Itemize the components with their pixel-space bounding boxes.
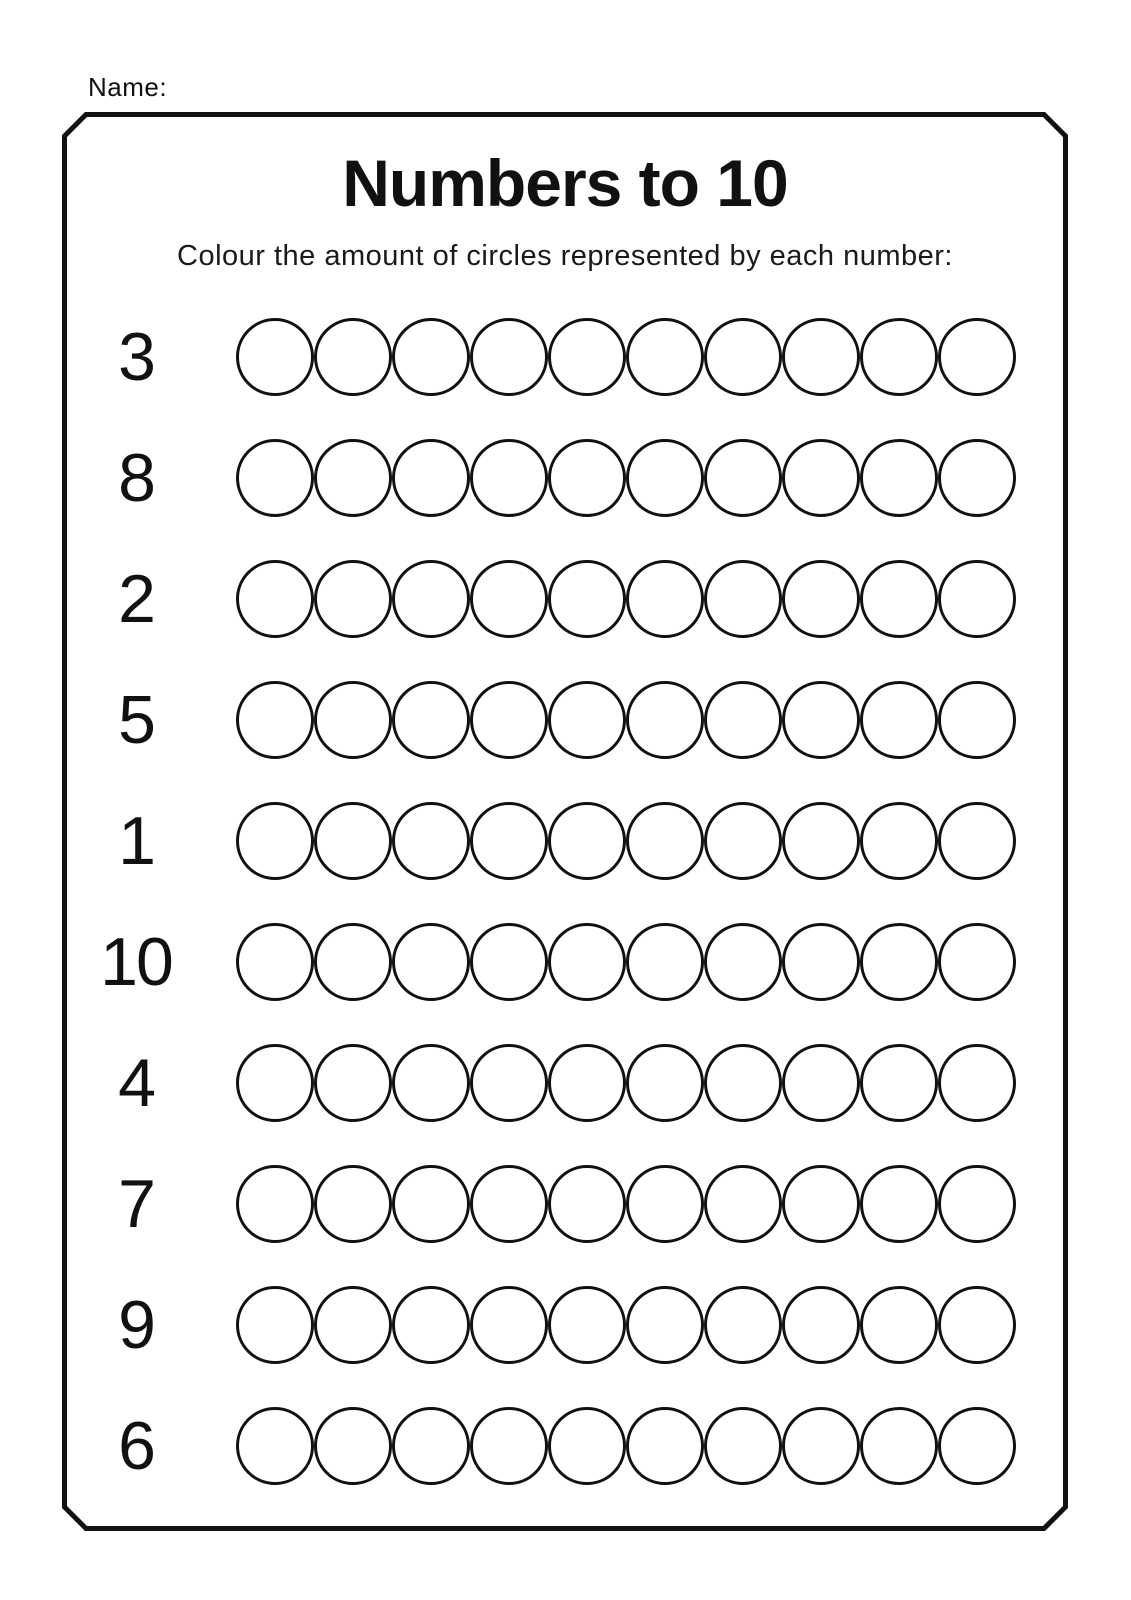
- circle[interactable]: [626, 560, 704, 638]
- circle[interactable]: [470, 560, 548, 638]
- row-number-label: 6: [118, 1407, 154, 1484]
- circle[interactable]: [704, 318, 782, 396]
- circle[interactable]: [626, 439, 704, 517]
- circle[interactable]: [470, 439, 548, 517]
- circle[interactable]: [392, 802, 470, 880]
- circle[interactable]: [704, 1044, 782, 1122]
- circle-strip: [236, 802, 1016, 880]
- row-number-label: 7: [118, 1165, 154, 1242]
- circle[interactable]: [392, 1044, 470, 1122]
- circle[interactable]: [470, 923, 548, 1001]
- circle[interactable]: [314, 560, 392, 638]
- row-number-label: 3: [118, 318, 154, 395]
- circle[interactable]: [704, 439, 782, 517]
- circle-strip: [236, 560, 1016, 638]
- circle[interactable]: [626, 923, 704, 1001]
- row-number-label: 4: [118, 1044, 154, 1121]
- circle[interactable]: [626, 1286, 704, 1364]
- circle[interactable]: [314, 1044, 392, 1122]
- circle[interactable]: [704, 802, 782, 880]
- circle-strip: [236, 1286, 1016, 1364]
- circle-strip: [236, 1407, 1016, 1485]
- circle[interactable]: [860, 1165, 938, 1243]
- row-number-label: 2: [118, 560, 154, 637]
- name-label: Name:: [88, 72, 168, 102]
- circle[interactable]: [938, 1286, 1016, 1364]
- circle[interactable]: [782, 1407, 860, 1485]
- rows-container: [62, 296, 1068, 1506]
- worksheet-frame: [62, 112, 1068, 1531]
- circle[interactable]: [626, 1044, 704, 1122]
- circle[interactable]: [314, 681, 392, 759]
- circle[interactable]: [236, 1044, 314, 1122]
- circle[interactable]: [314, 1407, 392, 1485]
- worksheet-row: [62, 538, 1068, 659]
- circle[interactable]: [938, 318, 1016, 396]
- circle[interactable]: [392, 681, 470, 759]
- circle-strip: [236, 1044, 1016, 1122]
- circle[interactable]: [236, 802, 314, 880]
- row-number-label: 9: [118, 1286, 154, 1363]
- circle[interactable]: [548, 1165, 626, 1243]
- circle-strip: [236, 681, 1016, 759]
- worksheet-row: [62, 659, 1068, 780]
- circle[interactable]: [860, 560, 938, 638]
- row-number-label: 5: [118, 681, 154, 758]
- circle[interactable]: [938, 802, 1016, 880]
- circle[interactable]: [548, 681, 626, 759]
- circle-strip: [236, 1165, 1016, 1243]
- circle[interactable]: [470, 681, 548, 759]
- circle[interactable]: [938, 1044, 1016, 1122]
- circle[interactable]: [548, 439, 626, 517]
- circle[interactable]: [782, 1286, 860, 1364]
- circle[interactable]: [314, 1165, 392, 1243]
- circle[interactable]: [470, 318, 548, 396]
- circle[interactable]: [938, 923, 1016, 1001]
- circle[interactable]: [704, 1286, 782, 1364]
- circle[interactable]: [236, 318, 314, 396]
- circle-strip: [236, 318, 1016, 396]
- circle[interactable]: [392, 1407, 470, 1485]
- circle-strip: [236, 439, 1016, 517]
- worksheet-row: [62, 1022, 1068, 1143]
- circle[interactable]: [470, 1407, 548, 1485]
- circle[interactable]: [236, 560, 314, 638]
- circle[interactable]: [938, 1407, 1016, 1485]
- circle[interactable]: [236, 439, 314, 517]
- circle[interactable]: [782, 439, 860, 517]
- worksheet-row: [62, 901, 1068, 1022]
- worksheet-row: [62, 1264, 1068, 1385]
- circle[interactable]: [704, 1407, 782, 1485]
- circle[interactable]: [236, 1165, 314, 1243]
- circle[interactable]: [392, 439, 470, 517]
- circle[interactable]: [860, 318, 938, 396]
- circle[interactable]: [314, 802, 392, 880]
- circle[interactable]: [704, 923, 782, 1001]
- circle[interactable]: [470, 802, 548, 880]
- circle[interactable]: [236, 1407, 314, 1485]
- circle[interactable]: [548, 1286, 626, 1364]
- circle[interactable]: [782, 318, 860, 396]
- circle[interactable]: [548, 802, 626, 880]
- circle-strip: [236, 923, 1016, 1001]
- circle[interactable]: [782, 681, 860, 759]
- circle[interactable]: [860, 802, 938, 880]
- circle[interactable]: [392, 923, 470, 1001]
- circle[interactable]: [860, 1407, 938, 1485]
- worksheet-row: [62, 296, 1068, 417]
- circle[interactable]: [938, 439, 1016, 517]
- circle[interactable]: [626, 1165, 704, 1243]
- circle[interactable]: [782, 560, 860, 638]
- circle[interactable]: [860, 1286, 938, 1364]
- worksheet-row: [62, 1143, 1068, 1264]
- page-title: Numbers to 10: [342, 146, 788, 220]
- circle[interactable]: [938, 681, 1016, 759]
- circle[interactable]: [392, 560, 470, 638]
- circle[interactable]: [860, 439, 938, 517]
- circle[interactable]: [938, 1165, 1016, 1243]
- circle[interactable]: [314, 439, 392, 517]
- instruction-text: Colour the amount of circles represented by each number:: [177, 240, 953, 272]
- circle[interactable]: [314, 318, 392, 396]
- circle[interactable]: [704, 560, 782, 638]
- worksheet-row: [62, 1385, 1068, 1506]
- circle[interactable]: [782, 923, 860, 1001]
- circle[interactable]: [548, 318, 626, 396]
- circle[interactable]: [392, 1286, 470, 1364]
- circle[interactable]: [626, 1407, 704, 1485]
- circle[interactable]: [782, 802, 860, 880]
- circle[interactable]: [860, 923, 938, 1001]
- circle[interactable]: [470, 1286, 548, 1364]
- circle[interactable]: [548, 1044, 626, 1122]
- row-number-label: 8: [118, 439, 154, 516]
- circle[interactable]: [314, 1286, 392, 1364]
- row-number-label: 1: [118, 802, 154, 879]
- circle[interactable]: [548, 560, 626, 638]
- circle[interactable]: [626, 318, 704, 396]
- circle[interactable]: [548, 923, 626, 1001]
- row-number-label: 10: [100, 923, 172, 1000]
- circle[interactable]: [236, 681, 314, 759]
- circle[interactable]: [938, 560, 1016, 638]
- circle[interactable]: [704, 681, 782, 759]
- circle[interactable]: [470, 1044, 548, 1122]
- circle[interactable]: [626, 681, 704, 759]
- circle[interactable]: [470, 1165, 548, 1243]
- circle[interactable]: [860, 681, 938, 759]
- circle[interactable]: [392, 318, 470, 396]
- circle[interactable]: [782, 1165, 860, 1243]
- circle[interactable]: [548, 1407, 626, 1485]
- worksheet-row: [62, 780, 1068, 901]
- circle[interactable]: [782, 1044, 860, 1122]
- circle[interactable]: [626, 802, 704, 880]
- circle[interactable]: [860, 1044, 938, 1122]
- circle[interactable]: [704, 1165, 782, 1243]
- circle[interactable]: [236, 1286, 314, 1364]
- circle[interactable]: [392, 1165, 470, 1243]
- circle[interactable]: [236, 923, 314, 1001]
- worksheet-row: [62, 417, 1068, 538]
- circle[interactable]: [314, 923, 392, 1001]
